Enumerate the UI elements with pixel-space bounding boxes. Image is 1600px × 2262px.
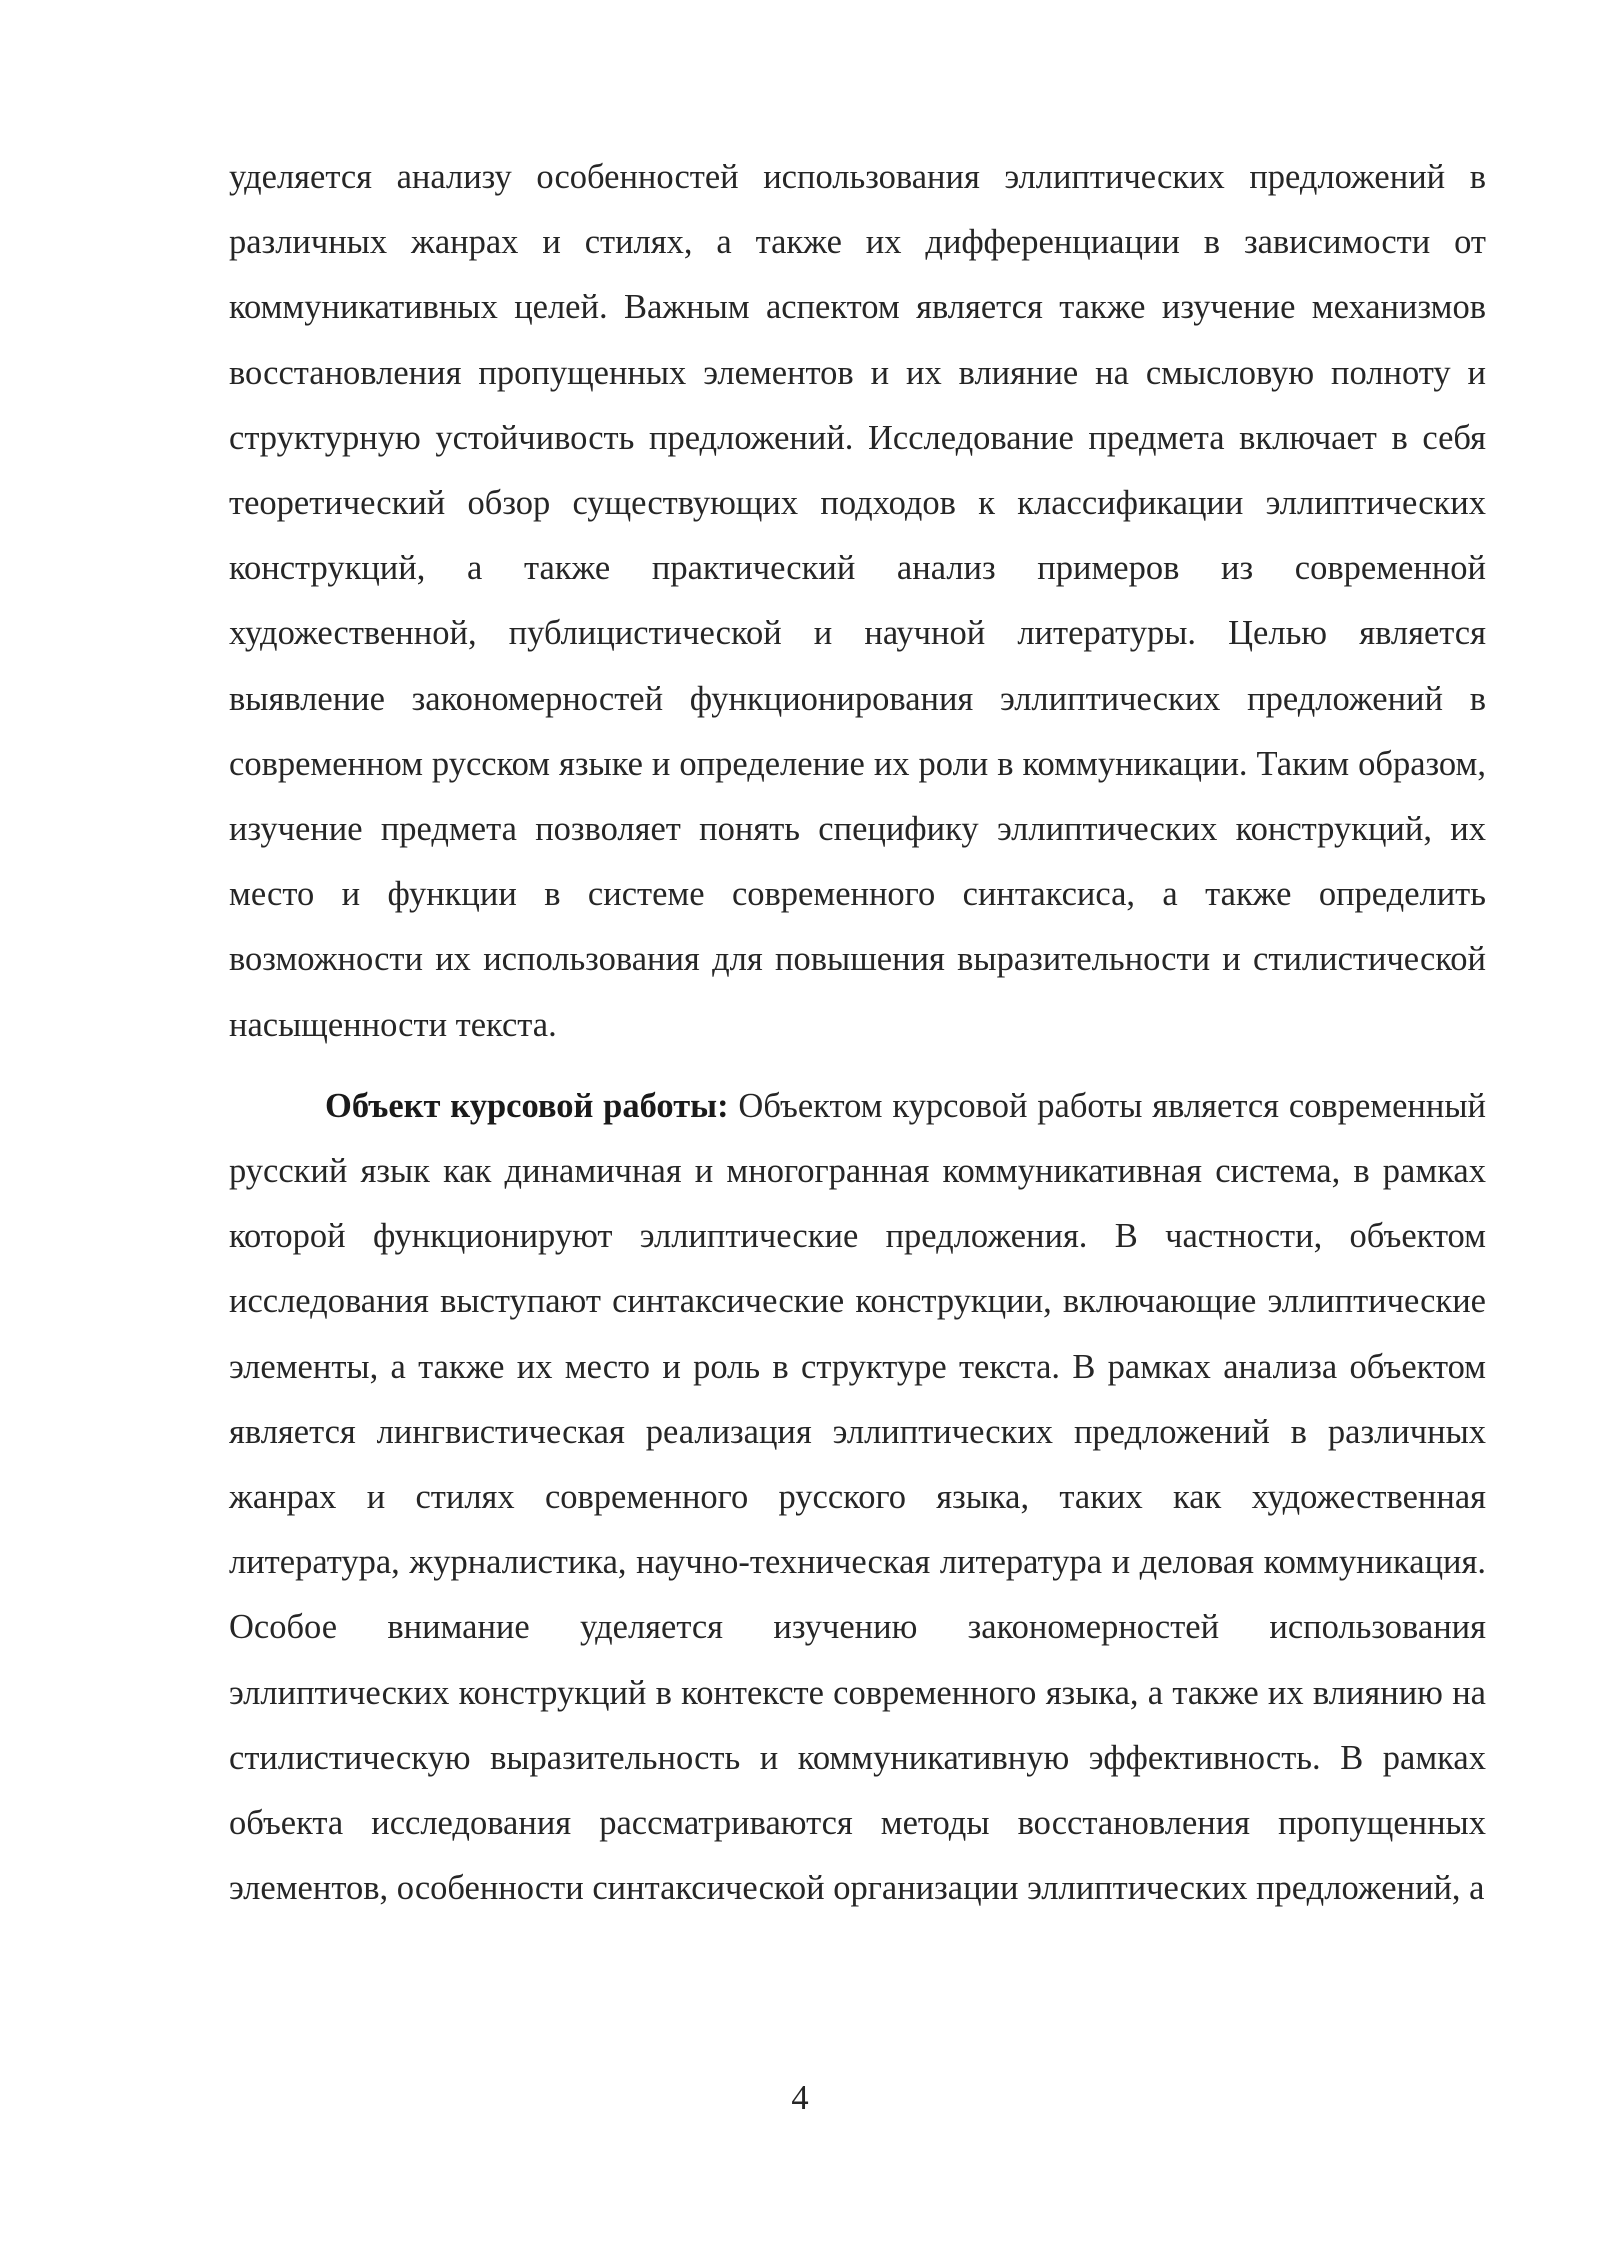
paragraph-subject-continued: уделяется анализу особенностей использования эллиптических предложений в различных жанрах и стилях, а также их дифференциации в зависимости от коммуникативных целей. Важным аспектом является также изучение механизмов восстановления пропущенных элементов и их влияние на смысловую полноту и структурную устойчивость предложений. Исследование предмета включает в себя теоретический обзор существующих подходов к классификации эллиптических конструкций, а также практический анализ примеров из современной художественной, публицистической и научной литературы. Целью является выявление закономерностей функционирования эллиптических предложений в современном русском языке и определение их роли в коммуникации. Таким образом, изучение предмета позволяет понять специфику эллиптических конструкций, их место и функции в системе современного синтаксиса, а также определить возможности их использования для повышения выразительности и стилистической насыщенности текста. — [229, 158, 1486, 1044]
paragraph-object-heading: Объект курсовой работы: — [325, 1086, 729, 1125]
page-number: 4 — [791, 2079, 809, 2117]
paragraph-object-text: Объектом курсовой работы является современный русский язык как динамичная и многогранная коммуникативная система, в рамках которой функционируют эллиптические предложения. В частности, объектом исследования выступают синтаксические конструкции, включающие эллиптические элементы, а также их место и роль в структуре текста. В рамках анализа объектом является лингвистическая реализация эллиптических предложений в различных жанрах и стилях современного русского языка, таких как художественная литература, журналистика, научно-техническая литература и деловая коммуникация. Особое внимание уделяется изучению закономерностей использования эллиптических конструкций в контексте современного языка, а также их влиянию на стилистическую выразительность и коммуникативную эффективность. В рамках объекта исследования рассматриваются методы восстановления пропущенных элементов, особенности синтаксической организации эллиптических предложений, а — [229, 1086, 1486, 1908]
paragraph-object — [229, 1074, 1486, 1922]
body-text — [229, 145, 1486, 1921]
